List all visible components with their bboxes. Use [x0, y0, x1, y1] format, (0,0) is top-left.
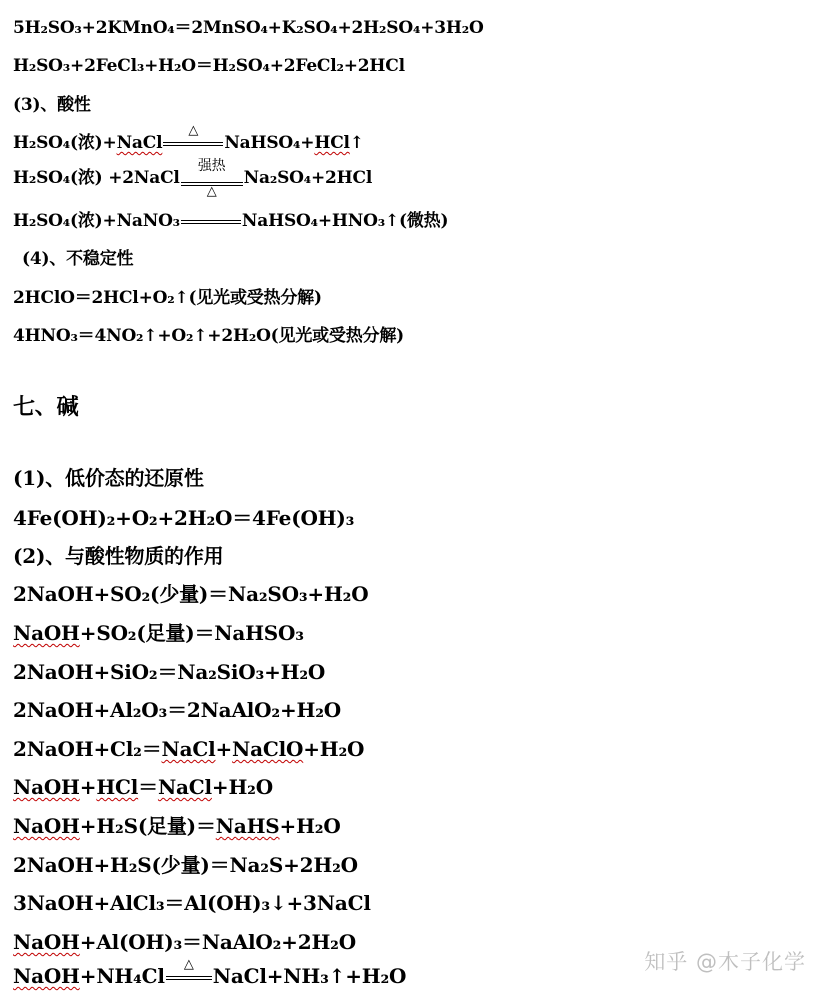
- equation-text: NaCl+NH₃↑+H₂O: [212, 964, 407, 988]
- strong-heat-condition: [181, 157, 243, 199]
- equation-text: H₂SO₄(浓)+NaNO₃: [13, 211, 180, 231]
- chapter-title: 七、碱: [13, 394, 79, 420]
- watermark: 知乎 @木子化学: [644, 950, 806, 974]
- equation-line: 5H₂SO₃+2KMnO₄＝2MnSO₄+K₂SO₄+2H₂SO₄+3H₂O: [13, 18, 484, 38]
- equation-text: NaClO: [232, 737, 304, 761]
- heat-symbol: △: [183, 956, 194, 972]
- double-bar: [181, 220, 241, 224]
- heating-condition: [166, 956, 212, 986]
- heat-symbol: △: [206, 183, 217, 199]
- equation-text: H₂SO₄(浓) +2NaCl: [13, 168, 180, 188]
- equation-text: H₂SO₄(浓)+: [13, 133, 117, 153]
- double-bar: [166, 976, 212, 980]
- equation-line: 2NaOH+Al₂O₃＝2NaAlO₂+H₂O: [13, 698, 341, 722]
- equation-text: NaCl: [116, 133, 163, 153]
- double-bar: [163, 142, 223, 146]
- equation-line: [13, 206, 448, 231]
- equation-text: NaHS: [215, 814, 280, 838]
- heat-symbol: △: [188, 122, 199, 138]
- equation-text: NaHSO₄+: [224, 133, 315, 153]
- equation-text: +H₂O: [211, 775, 273, 799]
- equal-sign: [181, 214, 241, 230]
- equation-text: ↑: [349, 133, 364, 153]
- equation-text: HCl: [96, 775, 139, 799]
- equation-text: NaOH: [13, 814, 80, 838]
- equation-text: +NH₄Cl: [79, 964, 165, 988]
- equation-text: ＝: [138, 775, 158, 799]
- condition-label: 强热: [197, 157, 226, 174]
- equation-text: HCl: [314, 133, 350, 153]
- equation-text: NaHSO₄+HNO₃↑(微热): [241, 211, 449, 231]
- equation-text: NaOH: [13, 930, 80, 954]
- equation-line: [13, 926, 356, 955]
- equation-line: 2HClO＝2HCl+O₂↑(见光或受热分解): [13, 288, 322, 308]
- equation-text: NaCl: [161, 737, 216, 761]
- equation-line: 2NaOH+H₂S(少量)＝Na₂S+2H₂O: [13, 853, 358, 877]
- equation-text: NaOH: [13, 621, 80, 645]
- equation-text: +: [79, 775, 97, 799]
- equation-text: NaCl: [157, 775, 212, 799]
- equation-line: H₂SO₃+2FeCl₃+H₂O＝H₂SO₄+2FeCl₂+2HCl: [13, 56, 405, 76]
- equation-text: +SO₂(足量)＝NaHSO₃: [79, 621, 304, 645]
- equation-line: [13, 956, 407, 988]
- equation-text: NaOH: [13, 964, 80, 988]
- equation-line: [13, 733, 364, 762]
- equation-line: [13, 157, 373, 199]
- equation-line: [13, 810, 341, 839]
- equation-text: +H₂S(足量)＝: [79, 814, 216, 838]
- equation-line: 2NaOH+SiO₂＝Na₂SiO₃+H₂O: [13, 660, 326, 684]
- equation-line: [13, 617, 304, 646]
- section-heading: (2)、与酸性物质的作用: [13, 544, 224, 568]
- equation-text: +Al(OH)₃＝NaAlO₂+2H₂O: [79, 930, 356, 954]
- equation-line: [13, 771, 273, 800]
- equation-line: [13, 122, 364, 153]
- section-heading: (1)、低价态的还原性: [13, 466, 204, 490]
- equation-text: NaOH: [13, 775, 80, 799]
- equation-line: 2NaOH+SO₂(少量)＝Na₂SO₃+H₂O: [13, 582, 369, 606]
- equation-text: +H₂O: [279, 814, 341, 838]
- heating-condition: [163, 122, 223, 152]
- equation-text: 2NaOH+Cl₂＝: [13, 737, 162, 761]
- equation-line: 3NaOH+AlCl₃＝Al(OH)₃↓+3NaCl: [13, 891, 371, 915]
- equation-text: +H₂O: [303, 737, 365, 761]
- equation-line: 4HNO₃＝4NO₂↑+O₂↑+2H₂O(见光或受热分解): [13, 326, 404, 346]
- equation-line: 4Fe(OH)₂+O₂+2H₂O＝4Fe(OH)₃: [13, 506, 355, 530]
- equation-text: Na₂SO₄+2HCl: [243, 168, 373, 188]
- section-heading: (4)、不稳定性: [22, 249, 134, 269]
- section-heading: (3)、酸性: [13, 95, 91, 115]
- equation-text: +: [215, 737, 233, 761]
